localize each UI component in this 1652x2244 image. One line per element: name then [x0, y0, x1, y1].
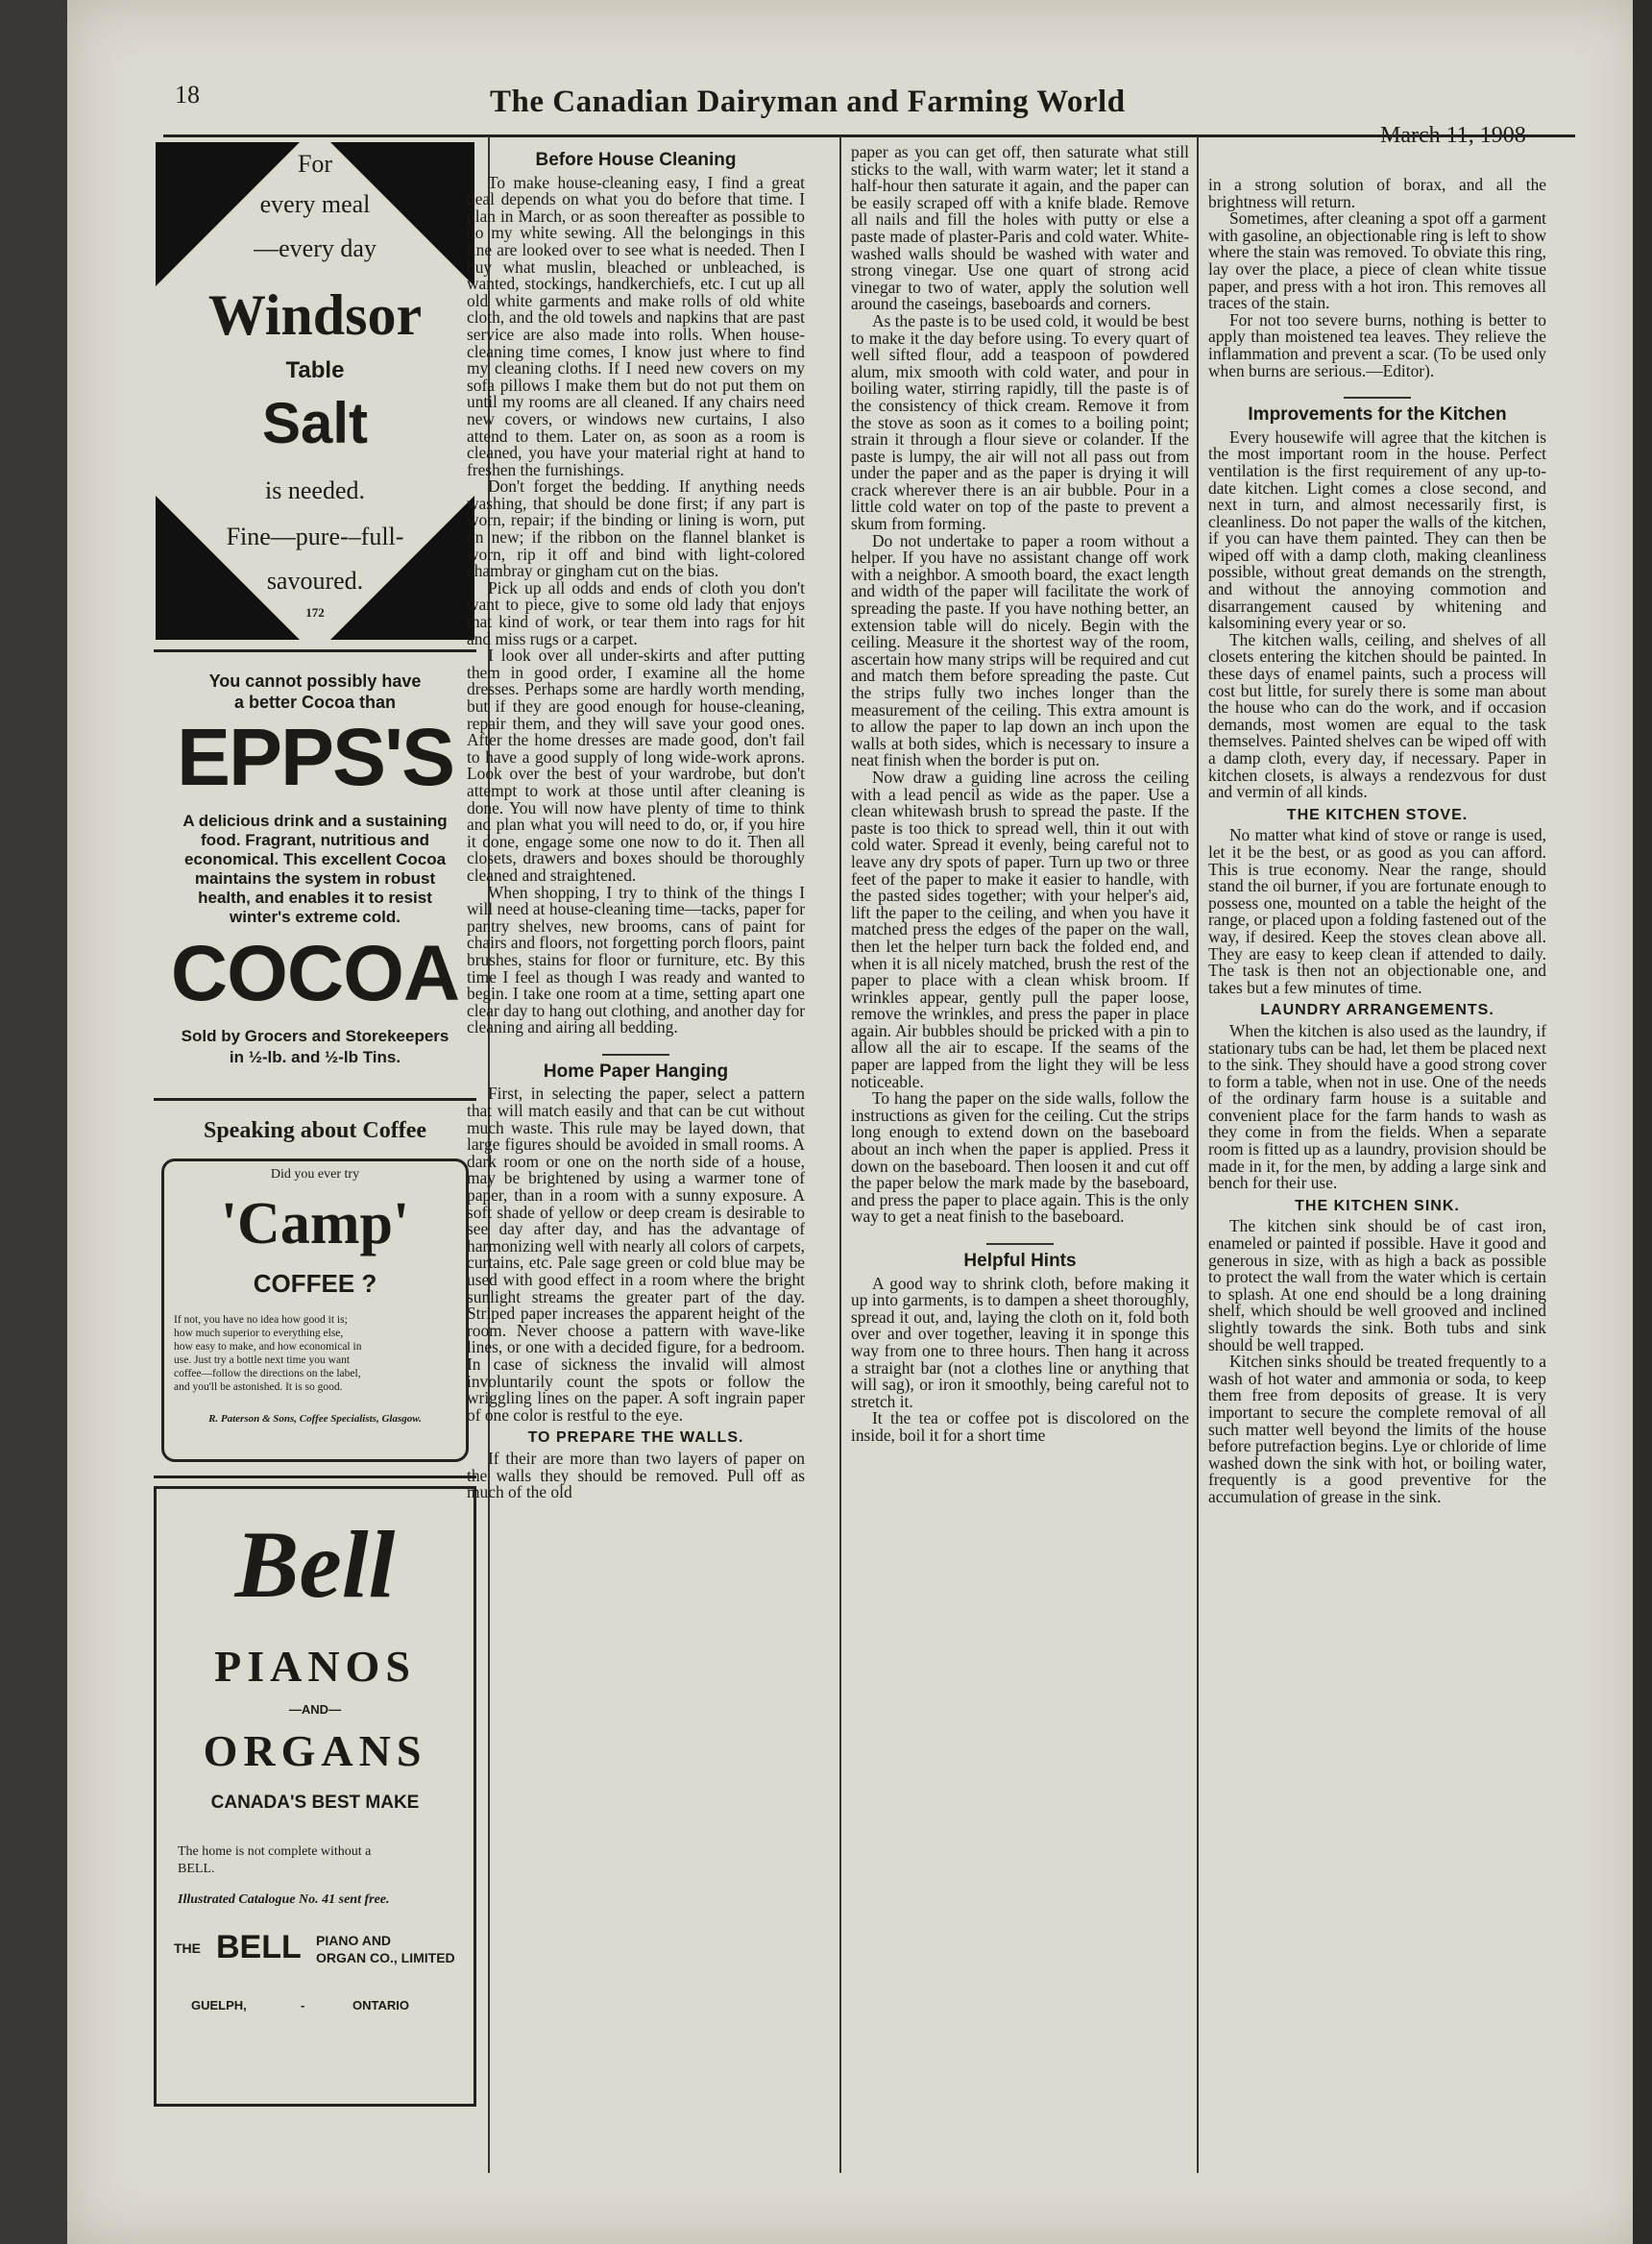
paragraph: in a strong solution of borax, and all the brightness will return.	[1208, 175, 1546, 211]
windsor-needed: is needed.	[265, 476, 365, 504]
windsor-fine: Fine—pure-–full-	[226, 523, 404, 550]
heading-before-house-cleaning: Before House Cleaning	[535, 150, 737, 170]
paragraph: If their are more than two layers of paper on the walls they should be removed. Pull off as much of the old	[467, 1448, 805, 1502]
paragraph: paper as you can get off, then saturate what still sticks to the wall, with warm water; let it stand a half-hour then saturate it again, and the paper can be easily scraped off with a knife blade. Remove all nails and fill the holes with putty or else a paste made of plaster-Paris and cold water. White-washed walls should be washed with water and strong vinegar. Use one quart of strong acid vinegar to two of water, apply the solution well around the caseings, baseboards and corners.	[851, 142, 1189, 314]
camp-body1: If not, you have no idea how good it is;	[174, 1314, 348, 1326]
epps-line1: You cannot possibly have	[208, 671, 422, 691]
epps-body6: winter's extreme cold.	[230, 908, 401, 926]
subheading-prepare-walls: TO PREPARE THE WALLS.	[527, 1429, 744, 1447]
bell-home2: BELL.	[178, 1862, 215, 1876]
paragraph: First, in selecting the paper, select a pattern that will match easily and that can be cut without much waste. This rule may be layed down, that large figures should be avoided in small rooms. A dark room or one on the north side of a house, may be brightened by using a warmer tone of paper, than in a room with a sunny exposure. A soft shade of yellow or deep cream is desirable to see day after day, and has the advantage of harmonizing well with nearly all colors of carpets, curtains, etc. Pale sage green or cold blue may be used with good effect in a room where the bright sunlight streams the greater part of the day. Striped paper increases the apparent height of the room. Never choose a pattern with wave-like lines, or one with a decided figure, for a bedroom. In case of sickness the invalid will almost involuntarily count the spots or follow the wriggling lines on the paper. A soft ingrain paper of one color is restful to the eye.	[467, 1084, 805, 1425]
bell-pianos: PIANOS	[214, 1642, 416, 1691]
paragraph: No matter what kind of stove or range is used, let it be the best, or as good as you can afford. This is true economy. Near the range, should stand the oil burner, if you are fortunate enough to possess one, mounted on a table the height of the range, or placed upon a folding fastened out of the way, if desired. Keep the stoves clean above all. They are easy to keep clean if attended to daily. The task is then not an objectionable one, and takes but a few minutes of time.	[1208, 825, 1546, 997]
camp-brand: 'Camp'	[220, 1191, 410, 1256]
epps-body4: maintains the system in robust	[194, 869, 436, 888]
bell-brand: Bell	[234, 1511, 396, 1618]
article-column-3	[1208, 177, 1546, 1506]
section-divider	[1344, 397, 1411, 399]
camp-body3: how easy to make, and how economical in	[174, 1341, 362, 1353]
issue-date: March 11, 1908	[1380, 123, 1526, 148]
bell-best: CANADA'S BEST MAKE	[210, 1793, 420, 1813]
masthead: The Canadian Dairyman and Farming World	[490, 85, 1126, 119]
column-separator-3	[1197, 136, 1199, 2173]
camp-maker: R. Paterson & Sons, Coffee Specialists, Glasgow.	[208, 1413, 422, 1425]
windsor-line2: every meal	[259, 190, 371, 218]
camp-body2: how much superior to everything else,	[174, 1328, 344, 1339]
paragraph: Sometimes, after cleaning a spot off a garment with gasoline, an objectionable ring is left to show where the stain was removed. To obviate this ring, lay over the place, a piece of clean white tissue paper, and press with a hot iron. This removes all traces of the stain.	[1208, 208, 1546, 313]
section-divider	[986, 1243, 1054, 1245]
camp-coffee: COFFEE ?	[253, 1269, 377, 1298]
windsor-line1: For	[297, 150, 333, 178]
epps-sold1: Sold by Grocers and Storekeepers	[181, 1027, 449, 1045]
paragraph: Now draw a guiding line across the ceiling with a lead pencil as wide as the paper. Use a clean whitewash brush to spread the paste. If the paste is too thick to spread well, thin it out with cold water. Spread it evenly, being careful not to leave any dry spots of paper. Turn up two or three feet of the paper to make it easier to handle, with the pasted sides together; with your helper's aid, lift the paper to the ceiling, and when you have it matched press the edges of the paper on the wall, then let the helper turn back the folded end, and when it is all nicely matched, brush the rest of the paper to place with a clean whisk broom. If wrinkles appear, gently pull the paper loose, remove the wrinkles, and press the paper in place again. Air bubbles should be pricked with a pin to allow all the air to escape. If the seams of the paper are lapped from the light they will be less noticeable.	[851, 767, 1189, 1091]
paragraph: Every housewife will agree that the kitchen is the most important room in the house. Perfect ventilation is the first requirement of any up-to-date kitchen. Light comes a close second, and next in turn, and almost necessarily first, is cleanliness. Do not paper the walls of the kitchen, if you can have them painted. They can then be wiped off with a damp cloth, making cleanliness possible, without great demands on the strength, and without the annoying commotion and disarrangement caused by whitening and kalsomining every year or so.	[1208, 427, 1546, 633]
article-column-1	[467, 144, 805, 1501]
epps-body5: health, and enables it to resist	[198, 889, 432, 907]
bell-word: BELL	[216, 1929, 302, 1965]
paragraph: When the kitchen is also used as the laundry, if stationary tubs can be had, let them be placed next to the sink. They should have a good strong cover to form a table, when not in use. One of the needs of the ordinary farm house is a suitable and convenient place for the farm hands to wash as they come in from the fields. When a separate room is fitted up as a laundry, provision should be made in it, for the men, by adding a large sink and bench for their use.	[1208, 1020, 1546, 1193]
page-number: 18	[175, 81, 200, 109]
epps-line2: a better Cocoa than	[233, 693, 397, 712]
heading-home-paper-hanging: Home Paper Hanging	[543, 1061, 729, 1082]
windsor-code: 172	[305, 605, 325, 620]
windsor-brand: Windsor	[207, 283, 423, 347]
windsor-salt: Salt	[261, 391, 369, 455]
bell-the: THE	[174, 1940, 201, 1956]
bell-pianos-ad	[154, 1486, 476, 2107]
paragraph: Kitchen sinks should be treated frequently to a wash of hot water and ammonia or soda, to keep them free from deposits of grease. It is very important to secure the complete removal of all such matter well beyond the limits of the house before putrefaction begins. Lye or chloride of lime washed down the sink with hot, or boiling water, frequently is a good preventive for the accumulation of grease in the sink.	[1208, 1352, 1546, 1506]
windsor-savoured: savoured.	[266, 567, 364, 595]
paragraph: The kitchen sink should be of cast iron, enameled or painted if possible. Have it good and generous in size, with as high a back as possible to protect the wall from the water which is certain to splash. At one end should be a long draining shelf, which should be well grooved and inclined slightly towards the sink. Both tubs and sink should be well trapped.	[1208, 1216, 1546, 1354]
heading-helpful-hints: Helpful Hints	[963, 1251, 1077, 1271]
header-rule	[163, 134, 1575, 137]
camp-did: Did you ever try	[270, 1167, 360, 1182]
camp-title: Speaking about Coffee	[203, 1118, 427, 1143]
windsor-line3: —every day	[254, 234, 377, 262]
page-edge-shadow	[1633, 0, 1652, 2244]
bell-and: —AND—	[288, 1702, 342, 1717]
camp-body	[174, 1313, 452, 1394]
bell-catalogue: Illustrated Catalogue No. 41 sent free.	[178, 1892, 390, 1907]
subheading-laundry: LAUNDRY ARRANGEMENTS.	[1260, 1002, 1494, 1019]
windsor-table: Table	[285, 357, 345, 383]
epps-body3: economical. This excellent Cocoa	[183, 850, 447, 868]
bell-province: ONTARIO	[352, 1998, 409, 2012]
heading-improvements-kitchen: Improvements for the Kitchen	[1248, 404, 1507, 426]
advertisements-column	[154, 138, 476, 2107]
paragraph: As the paste is to be used cold, it would be best to make it the day before using. To every quart of well sifted flour, add a teaspoon of powdered alum, mix smooth with cold water, and pour in boiling water, stirring rapidly, till the paste is of the consistency of thick cream. Remove it from the stove as soon as it comes to a boiling point; strain it through a flour sieve or colander. If the paste is lumpy, the air will not all pass out from under the paper and as the paper is drying it will crack wherever there is an air bubble. Pour in a little cold water on top of the paste to prevent a skum from forming.	[851, 310, 1189, 534]
epps-cocoa-ad	[154, 652, 476, 1101]
paragraph: Pick up all odds and ends of cloth you don't want to piece, give to some old lady that enjoys that kind of work, or tear them into rags for hit and miss rugs or a carpet.	[467, 577, 805, 648]
paragraph: Don't forget the bedding. If anything needs washing, that should be done first; if any part is worn, repair; if the binding or lining is worn, put on new; if the ribbon on the flannel blanket is worn, rip it off and bind with light-colored chambray or gingham cut on the bias.	[467, 476, 805, 581]
paragraph: When shopping, I try to think of the things I will need at house-cleaning time—tacks, paper for pantry shelves, new brooms, cans of paint for chairs and floors, not forgetting porch floors, paint brushes, stains for floor or furniture, etc. By this time I feel as though I was ready and wanted to begin. I take one room at a time, setting apart one clear day to hang out clothing, and another day for cleaning and airing all bedding.	[467, 882, 805, 1037]
paragraph: A good way to shrink cloth, before making it up into garments, is to dampen a sheet thoroughly, spread it out, and, laying the cloth on it, fold both over and over together, leaving it in sponge this way from one to three hours. Then hang it across a straight bar (not a clothes line or anything that will sag), or iron it smoothly, being careful not to stretch it.	[851, 1273, 1189, 1411]
column-separator-2	[839, 136, 841, 2173]
camp-body4: use. Just try a bottle next time you want	[174, 1354, 351, 1366]
epps-cocoa: COCOA	[170, 930, 460, 1017]
paragraph: Do not undertake to paper a room without a helper. If you have no assistant change off work with a neighbor. A smooth board, the exact length and width of the paper will facilitate the work of spreading the paste. If you have nothing better, an extension table will do nicely. Begin with the ceiling. Measure it the shortest way of the room, ascertain how many strips will be required and cut and match them before spreading the paste. Cut the strips fully two inches longer than the measurement of the ceiling. This extra amount is to allow the paper to lap down an inch upon the walls at both sides, which is necessary to insure a neat finish when the border is put on.	[851, 530, 1189, 770]
paragraph: The kitchen walls, ceiling, and shelves of all closets entering the kitchen should be painted. In these days of enamel paints, such a process will cost but little, for surely there is some man about the house who can do the work, and if occasion demands, most women are equal to the task themselves. Painted shelves can be wiped off with a damp cloth, every day, if necessary. Paper in kitchen closets, is always a rendezvous for dust and vermin of all kinds.	[1208, 629, 1546, 802]
bell-company1: PIANO AND	[316, 1933, 392, 1948]
bell-home1: The home is not complete without a	[178, 1844, 372, 1859]
article-column-2	[851, 144, 1189, 1445]
section-divider	[602, 1054, 669, 1056]
bell-city: GUELPH,	[191, 1998, 247, 2012]
subheading-kitchen-stove: THE KITCHEN STOVE.	[1286, 806, 1469, 823]
epps-brand: EPPS'S	[176, 712, 454, 802]
paragraph: To hang the paper on the side walls, follow the instructions as given for the ceiling. Cut the strips long enough to extend down on the baseboard about an inch when the paper is applied. Press it down on the baseboard. Then loosen it and cut off the paper below the mark made by the baseboard, and press the paper to place again. This is the only way to get a neat finish to the baseboard.	[851, 1088, 1189, 1227]
paragraph: It the tea or coffee pot is discolored on the inside, boil it for a short time	[851, 1408, 1189, 1445]
epps-body1: A delicious drink and a sustaining	[182, 812, 448, 830]
paragraph: I look over all under-skirts and after putting them in good order, I examine all the home dresses. Perhaps some are hardly worth mending, but if they are good enough for house-cleaning, repair them, and they will save your good ones. After the home dresses are made good, don't fail to have a good supply of long wide-work aprons. Look over the best of your wardrobe, but don't attempt to work at those until after cleaning is done. You will now have plenty of time to think and plan what you will need to do, or, if you hire it done, engage some one now to do it. Then all closets, drawers and boxes should be thoroughly cleaned and straightened.	[467, 646, 805, 885]
paragraph: To make house-cleaning easy, I find a great deal depends on what you do before that time. I plan in March, or as soon thereafter as possible to do my white sewing. All the belongings in this line are looked over to see what is needed. Then I buy what muslin, bleached or unbleached, is wanted, stockings, handkerchiefs, etc. I cut up all old white garments and make rolls of old white cloth, and the old towels and napkins that are past service are also made into rolls. When house-cleaning time comes, I know just where to find my cleaning cloths. If I need new covers on my sofa pillows I make them but do not put them on until my rooms are all cleaned. If any chairs need new covers, or windows new curtains, I also attend to them. Later on, as soon as a room is cleaned, you have your material right at hand to freshen the furnishings.	[467, 172, 805, 479]
camp-body5: coffee—follow the directions on the label,	[174, 1368, 361, 1379]
bell-dash: -	[301, 1998, 305, 2012]
paragraph: For not too severe burns, nothing is better to apply than moistened tea leaves. They relieve the inflammation and prevent a scar. (To be used only when burns are serious.—Editor).	[1208, 309, 1546, 380]
windsor-salt-ad	[154, 138, 476, 652]
bell-organs: ORGANS	[203, 1726, 427, 1775]
epps-body2: food. Fragrant, nutritious and	[201, 831, 429, 849]
camp-frame	[161, 1159, 469, 1462]
subheading-kitchen-sink: THE KITCHEN SINK.	[1295, 1197, 1460, 1214]
camp-coffee-ad	[154, 1101, 476, 1478]
bell-company2: ORGAN CO., LIMITED	[316, 1950, 455, 1965]
epps-sold2: in ½-lb. and ½-lb Tins.	[229, 1048, 401, 1066]
camp-body6: and you'll be astonished. It is so good.	[174, 1381, 343, 1393]
